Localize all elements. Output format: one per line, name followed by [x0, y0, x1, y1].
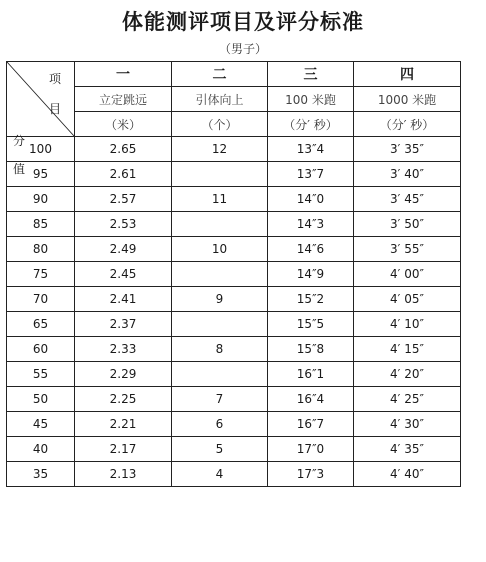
table-row — [7, 337, 461, 362]
run1000-cell: 4′ 25″ — [354, 387, 461, 412]
column-number: 二 — [172, 62, 268, 87]
table-row — [7, 362, 461, 387]
score-cell: 100 — [7, 137, 75, 162]
run1000-cell: 4′ 35″ — [354, 437, 461, 462]
run100-cell: 16″4 — [268, 387, 354, 412]
jump-cell: 2.49 — [75, 237, 172, 262]
run100-cell: 13″7 — [268, 162, 354, 187]
pullup-cell — [172, 212, 268, 237]
corner-label-xiang: 项 — [49, 72, 62, 86]
column-number: 四 — [354, 62, 461, 87]
run100-cell: 17″0 — [268, 437, 354, 462]
table-row — [7, 287, 461, 312]
run100-cell: 14″6 — [268, 237, 354, 262]
jump-cell: 2.17 — [75, 437, 172, 462]
run1000-cell: 4′ 15″ — [354, 337, 461, 362]
score-cell: 60 — [7, 337, 75, 362]
run100-cell: 15″5 — [268, 312, 354, 337]
jump-cell: 2.41 — [75, 287, 172, 312]
table-row — [7, 187, 461, 212]
corner-label-zhi: 值 — [13, 162, 26, 176]
jump-cell: 2.33 — [75, 337, 172, 362]
run100-cell: 13″4 — [268, 137, 354, 162]
column-name: 100 米跑 — [268, 87, 354, 112]
run100-cell: 16″7 — [268, 412, 354, 437]
run1000-cell: 3′ 45″ — [354, 187, 461, 212]
jump-cell: 2.53 — [75, 212, 172, 237]
column-number: 三 — [268, 62, 354, 87]
score-cell: 50 — [7, 387, 75, 412]
page-title: 体能测评项目及评分标准 — [122, 9, 364, 34]
corner-label-fen: 分 — [13, 134, 26, 148]
jump-cell: 2.65 — [75, 137, 172, 162]
run1000-cell: 3′ 55″ — [354, 237, 461, 262]
run1000-cell: 4′ 00″ — [354, 262, 461, 287]
column-name: 引体向上 — [172, 87, 268, 112]
table-row — [7, 137, 461, 162]
diagonal-line — [7, 62, 74, 136]
score-cell: 40 — [7, 437, 75, 462]
score-cell: 85 — [7, 212, 75, 237]
run1000-cell: 4′ 40″ — [354, 462, 461, 487]
pullup-cell: 8 — [172, 337, 268, 362]
run100-cell: 15″8 — [268, 337, 354, 362]
column-unit: （个） — [172, 112, 268, 137]
score-cell: 95 — [7, 162, 75, 187]
run1000-cell: 4′ 05″ — [354, 287, 461, 312]
page-subtitle: （男子） — [218, 42, 267, 56]
run100-cell: 17″3 — [268, 462, 354, 487]
run1000-cell: 4′ 10″ — [354, 312, 461, 337]
table-row — [7, 437, 461, 462]
column-unit: （分′ 秒） — [268, 112, 354, 137]
table-row — [7, 212, 461, 237]
table-row — [7, 412, 461, 437]
run1000-cell: 4′ 30″ — [354, 412, 461, 437]
run1000-cell: 3′ 40″ — [354, 162, 461, 187]
score-cell: 65 — [7, 312, 75, 337]
run100-cell: 14″9 — [268, 262, 354, 287]
header-row-numbers — [7, 62, 461, 87]
column-name: 立定跳远 — [75, 87, 172, 112]
jump-cell: 2.61 — [75, 162, 172, 187]
score-cell: 80 — [7, 237, 75, 262]
jump-cell: 2.29 — [75, 362, 172, 387]
pullup-cell: 11 — [172, 187, 268, 212]
run1000-cell: 4′ 20″ — [354, 362, 461, 387]
run100-cell: 14″3 — [268, 212, 354, 237]
header-row-units — [7, 112, 461, 137]
jump-cell: 2.21 — [75, 412, 172, 437]
header-row-names — [7, 87, 461, 112]
pullup-cell: 6 — [172, 412, 268, 437]
corner-label-mu: 目 — [49, 102, 62, 116]
table-row — [7, 387, 461, 412]
score-cell: 90 — [7, 187, 75, 212]
table-row — [7, 237, 461, 262]
column-number: 一 — [75, 62, 172, 87]
run100-cell: 16″1 — [268, 362, 354, 387]
pullup-cell — [172, 312, 268, 337]
jump-cell: 2.13 — [75, 462, 172, 487]
score-table — [6, 61, 461, 487]
column-unit: （分′ 秒） — [354, 112, 461, 137]
run100-cell: 15″2 — [268, 287, 354, 312]
pullup-cell — [172, 262, 268, 287]
pullup-cell: 4 — [172, 462, 268, 487]
run100-cell: 14″0 — [268, 187, 354, 212]
run1000-cell: 3′ 50″ — [354, 212, 461, 237]
pullup-cell — [172, 162, 268, 187]
score-cell: 35 — [7, 462, 75, 487]
jump-cell: 2.37 — [75, 312, 172, 337]
column-unit: （米） — [75, 112, 172, 137]
run1000-cell: 3′ 35″ — [354, 137, 461, 162]
column-name: 1000 米跑 — [354, 87, 461, 112]
jump-cell: 2.45 — [75, 262, 172, 287]
score-cell: 55 — [7, 362, 75, 387]
score-cell: 75 — [7, 262, 75, 287]
table-row — [7, 262, 461, 287]
pullup-cell: 7 — [172, 387, 268, 412]
pullup-cell — [172, 362, 268, 387]
score-cell: 45 — [7, 412, 75, 437]
pullup-cell: 9 — [172, 287, 268, 312]
table-row — [7, 462, 461, 487]
score-cell: 70 — [7, 287, 75, 312]
pullup-cell: 12 — [172, 137, 268, 162]
jump-cell: 2.25 — [75, 387, 172, 412]
pullup-cell: 5 — [172, 437, 268, 462]
jump-cell: 2.57 — [75, 187, 172, 212]
table-row — [7, 162, 461, 187]
pullup-cell: 10 — [172, 237, 268, 262]
table-row — [7, 312, 461, 337]
